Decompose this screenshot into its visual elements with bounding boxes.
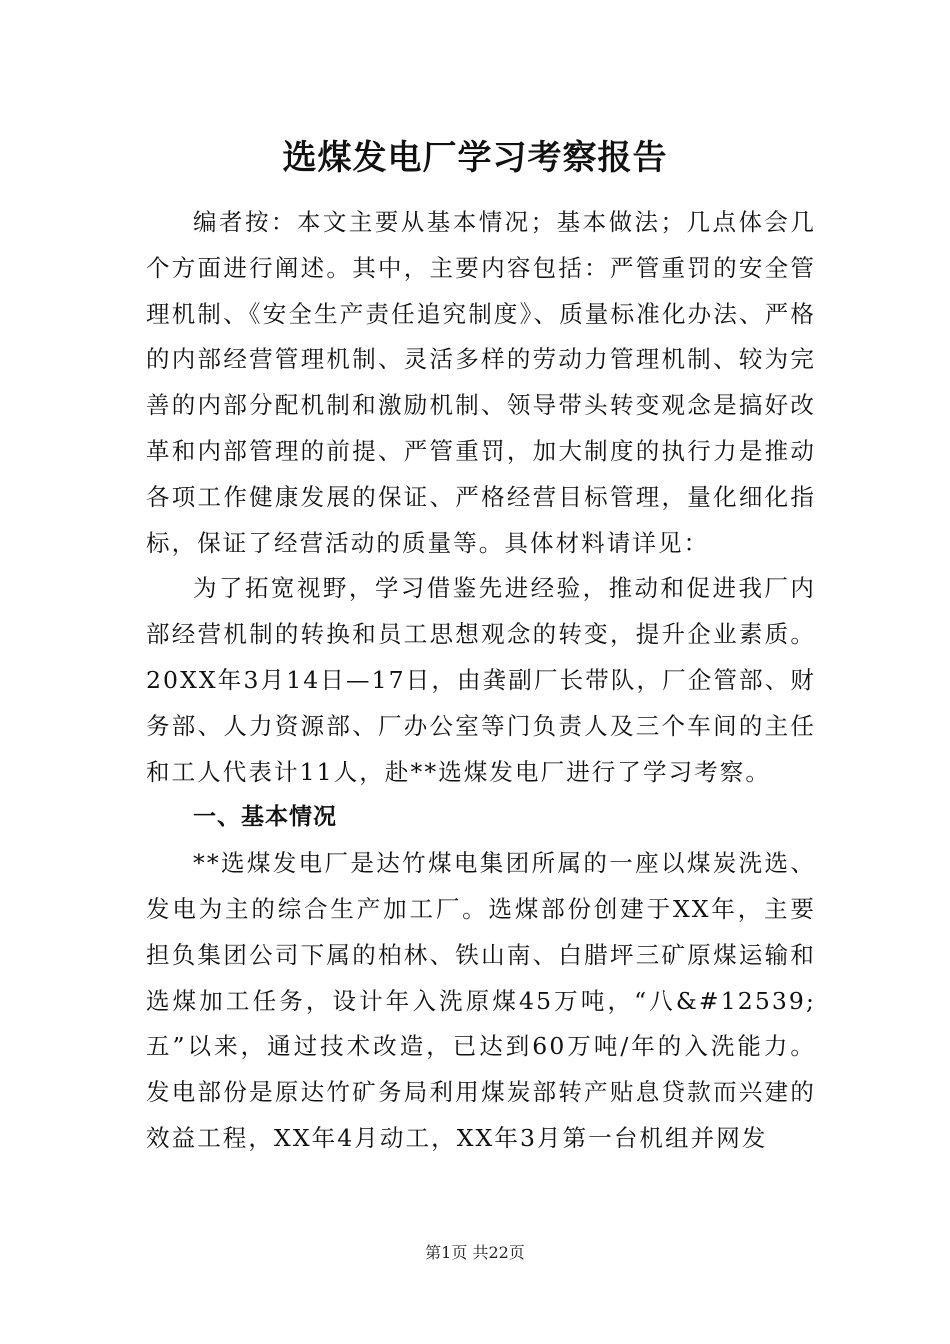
document-title: 选煤发电厂学习考察报告 <box>282 138 668 178</box>
section-heading-basic-situation: 一、基本情况 <box>193 804 337 831</box>
basic-situation-paragraph: **选煤发电厂是达竹煤电集团所属的一座以煤炭洗选、发电为主的综合生产加工厂。选煤部份创建于XX年，主要担负集团公司下属的柏林、铁山南、白腊坪三矿原煤运输和选煤加工任务，设计年入洗原煤45万吨，“八&#12539;五”以来，通过技术改造，已达到60万吨/年的入洗能力。发电部份是原达竹矿务局利用煤炭部转产贴息贷款而兴建的效益工程，XX年4月动工，XX年3月第一台机组并网发 <box>146 849 816 1152</box>
page-footer: 第1页 共22页 <box>425 1243 525 1262</box>
intro-paragraph: 为了拓宽视野，学习借鉴先进经验，推动和促进我厂内部经营机制的转换和员工思想观念的转变，提升企业素质。20XX年3月14日—17日，由龚副厂长带队，厂企管部、财务部、人力资源部、厂办公室等门负责人及三个车间的主任和工人代表计11人，赴**选煤发电厂进行了学习考察。 <box>146 574 816 786</box>
document-body <box>146 200 816 1162</box>
editor-note-paragraph: 编者按：本文主要从基本情况；基本做法；几点体会几个方面进行阐述。其中，主要内容包括：严管重罚的安全管理机制、《安全生产责任追究制度》、质量标准化办法、严格的内部经营管理机制、灵活多样的劳动力管理机制、较为完善的内部分配机制和激励机制、领导带头转变观念是搞好改革和内部管理的前提、严管重罚，加大制度的执行力是推动各项工作健康发展的保证、严格经营目标管理，量化细化指标，保证了经营活动的质量等。具体材料请详见： <box>146 208 816 557</box>
